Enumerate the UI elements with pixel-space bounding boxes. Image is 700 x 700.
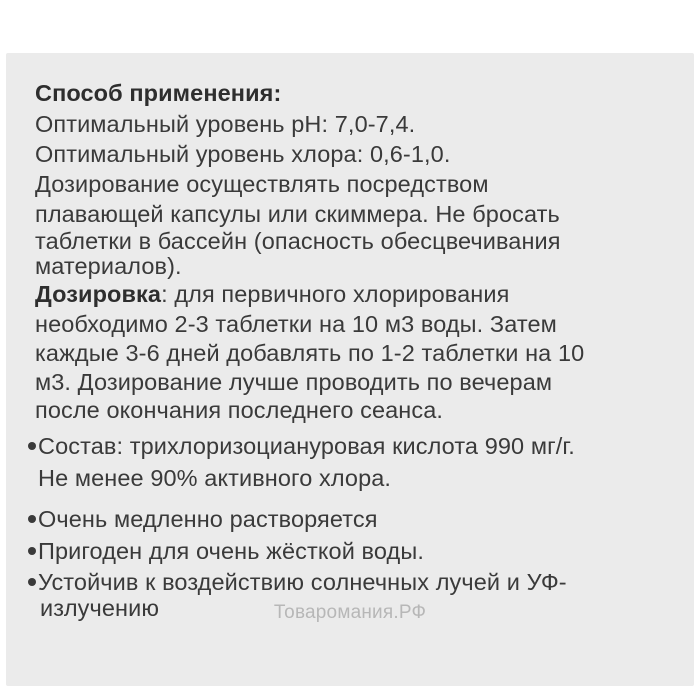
- feature-text: Устойчив к воздействию солнечных лучей и УФ-: [38, 569, 567, 595]
- usage-line: таблетки в бассейн (опасность обесцвечивания: [35, 228, 561, 254]
- usage-line: плавающей капсулы или скиммера. Не бросать: [35, 201, 560, 227]
- feature-item: [28, 568, 567, 596]
- feature-text: Очень медленно растворяется: [38, 506, 378, 532]
- dosage-first-line: [35, 280, 509, 308]
- dosage-text: : для первичного хлорирования: [161, 281, 510, 307]
- bullet-icon: [28, 442, 36, 450]
- feature-item-continued: Не менее 90% активного хлора.: [38, 465, 392, 491]
- usage-line: Дозирование осуществлять посредством: [35, 171, 489, 197]
- site-watermark: Товаромания.РФ: [273, 602, 427, 623]
- bullet-icon: [28, 515, 36, 523]
- feature-text: Пригоден для очень жёсткой воды.: [38, 538, 424, 564]
- bullet-icon: [28, 547, 36, 555]
- feature-item-continued: излучению: [40, 595, 160, 621]
- usage-heading: Способ применения:: [35, 80, 282, 106]
- usage-line: Оптимальный уровень хлора: 0,6-1,0.: [35, 141, 451, 167]
- dosage-line: после окончания последнего сеанса.: [35, 397, 444, 423]
- dosage-line: м3. Дозирование лучше проводить по вечерам: [35, 369, 553, 395]
- feature-item: [28, 432, 575, 460]
- dosage-heading: Дозировка: [35, 281, 162, 307]
- usage-line: материалов).: [35, 253, 182, 279]
- feature-item: [28, 537, 424, 565]
- bullet-icon: [28, 578, 36, 586]
- dosage-line: каждые 3-6 дней добавлять по 1-2 таблетки на 10: [35, 340, 585, 366]
- feature-item: [28, 505, 378, 533]
- dosage-line: необходимо 2-3 таблетки на 10 м3 воды. Затем: [35, 311, 557, 337]
- usage-line: Оптимальный уровень pH: 7,0-7,4.: [35, 111, 416, 137]
- feature-text: Состав: трихлоризоциануровая кислота 990 мг/г.: [38, 433, 575, 459]
